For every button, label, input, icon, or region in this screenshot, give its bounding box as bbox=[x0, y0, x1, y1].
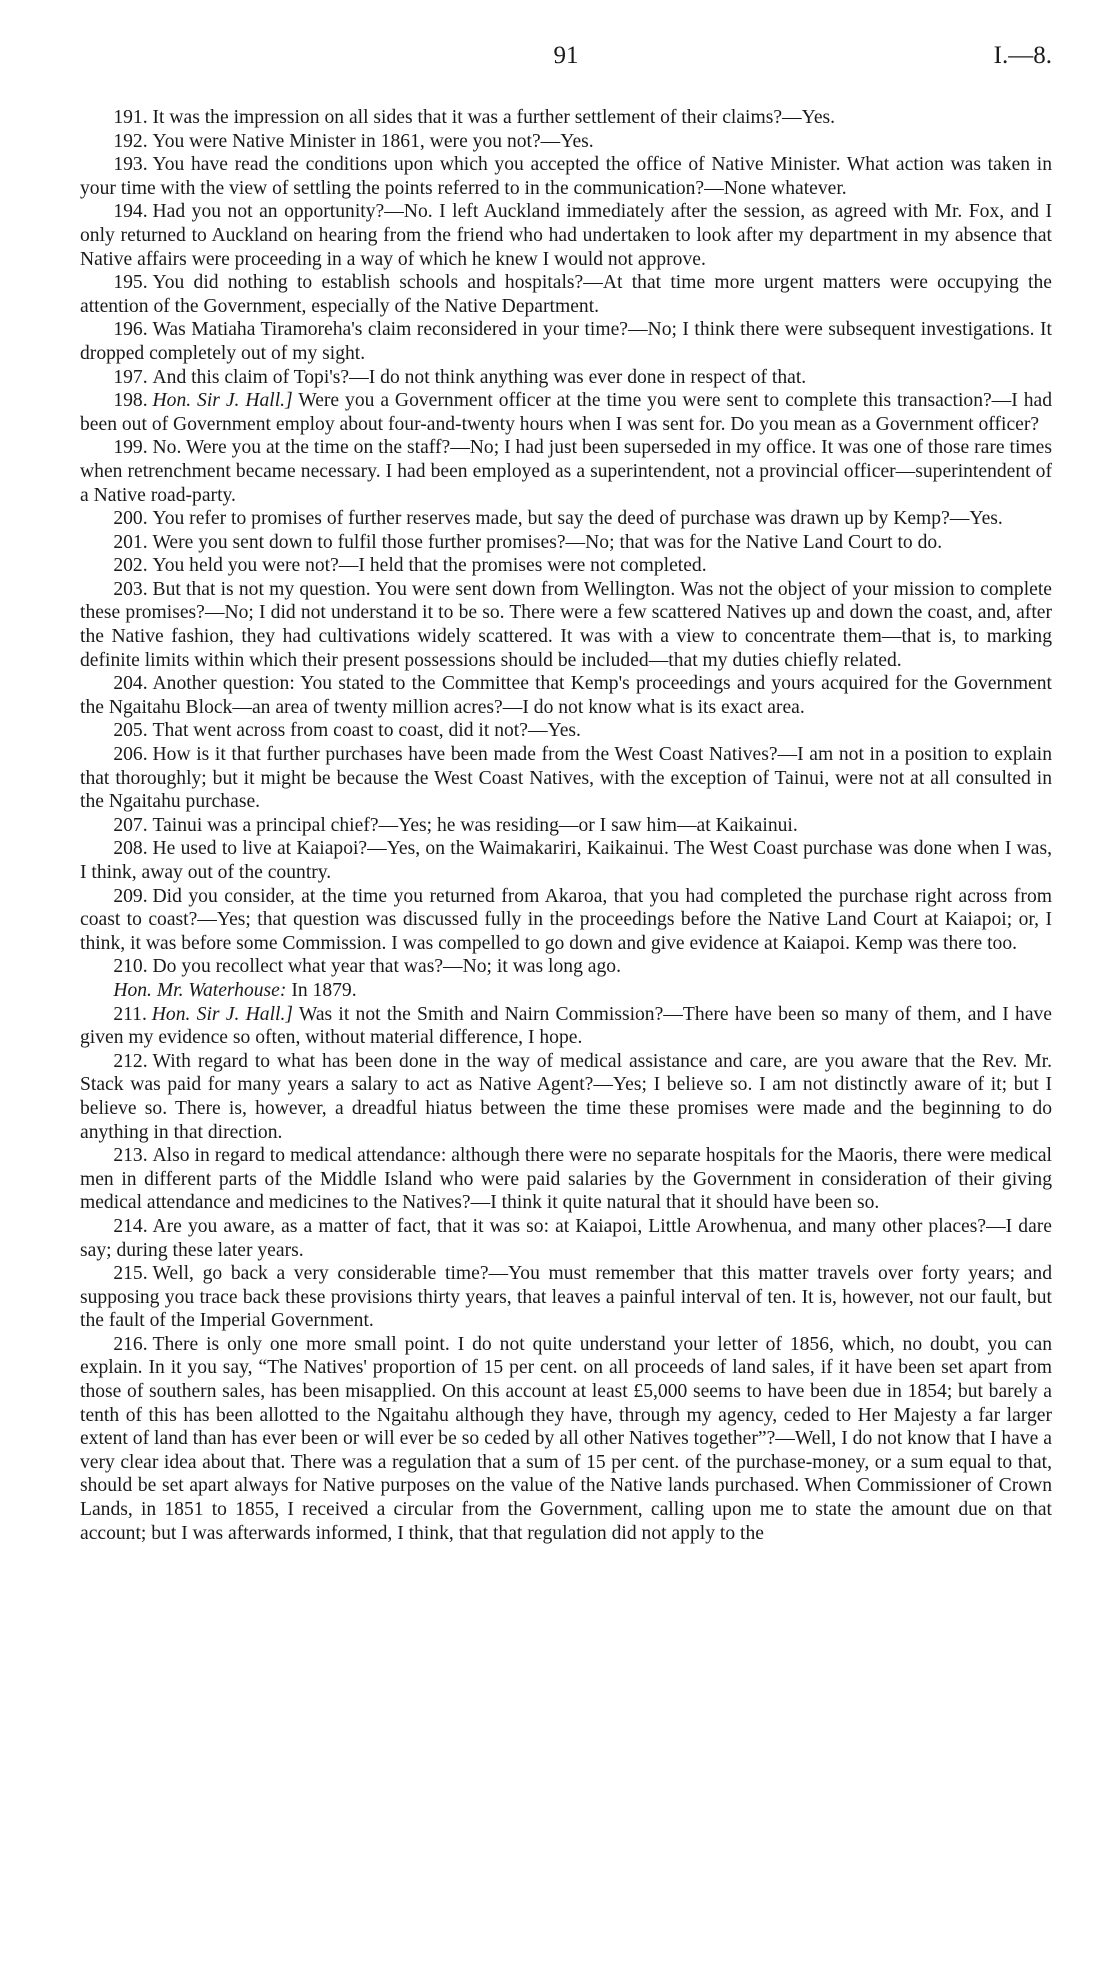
paragraph-text: Had you not an opportunity?—No. I left Auckland immediately after the session, as agreed with Mr. Fox, and I only returned to Auckland on hearing from the friend who had undertaken to look after my department in my absence that Native affairs were proceeding in a way of which he knew I would not approve. bbox=[80, 201, 1052, 270]
question-number: 213. bbox=[113, 1145, 148, 1167]
testimony-paragraph bbox=[80, 130, 1052, 154]
paragraph-text: With regard to what has been done in the way of medical assistance and care, are you aware that the Rev. Mr. Stack was paid for many years a salary to act as Native Agent?—Yes; I believe so. I am not distinctly aware of it; but I believe so. There is, however, a dreadful hiatus between the time these promises were made and the beginning to do anything in that direction. bbox=[80, 1050, 1052, 1143]
testimony-paragraph bbox=[80, 436, 1052, 507]
testimony-paragraph bbox=[80, 814, 1052, 838]
testimony-paragraph bbox=[80, 719, 1052, 743]
paragraph-text: Well, go back a very considerable time?—You must remember that this matter travels over forty years; and supposing you trace back these provisions thirty years, that leaves a painful interval of ten. It is, however, not our fault, but the fault of the Imperial Government. bbox=[80, 1263, 1052, 1332]
paragraph-text: There is only one more small point. I do not quite understand your letter of 1856, which, no doubt, you can explain. In it you say, “The Natives' proportion of 15 per cent. on all proceeds of land sales, if it have been set apart from those of southern sales, has been misapplied. On this account at least £5,000 seems to have been due in 1854; but barely a tenth of this has been allotted to the Ngaitahu although they have, through my agency, ceded to Her Majesty a far larger extent of land than has ever been or will ever be so ceded by all other Natives together”?—Well, I do not know that I have a very clear idea about that. There was a regulation that a sum of 15 per cent. of the purchase-money, or a sum equal to that, should be set apart always for Native purposes on the value of the Native lands purchased. When Commissioner of Crown Lands, in 1851 to 1855, I received a circular from the Government, calling upon me to state the amount due on that account; but I was afterwards informed, I think, that that regulation did not apply to the bbox=[80, 1333, 1052, 1544]
testimony-paragraph bbox=[80, 837, 1052, 884]
question-number: 210. bbox=[113, 956, 148, 978]
question-number: 205. bbox=[113, 720, 148, 742]
question-number: 212. bbox=[113, 1050, 148, 1072]
page-number: 91 bbox=[553, 42, 579, 69]
paragraph-text: Were you sent down to fulfil those further promises?—No; that was for the Native Land Court to do. bbox=[152, 531, 943, 553]
paragraph-text: Was Matiaha Tiramoreha's claim reconsidered in your time?—No; I think there were subsequent investigations. It dropped completely out of my sight. bbox=[80, 319, 1052, 364]
paragraph-text: Are you aware, as a matter of fact, that it was so: at Kaiapoi, Little Arowhenua, and many other places?—I dare say; during these later years. bbox=[80, 1215, 1052, 1261]
question-number: 197. bbox=[113, 366, 148, 388]
paragraph-text: That went across from coast to coast, did it not?—Yes. bbox=[152, 720, 581, 742]
paragraph-text: Do you recollect what year that was?—No; it was long ago. bbox=[152, 956, 621, 978]
paragraph-text: Was it not the Smith and Nairn Commission?—There have been so many of them, and I have given my evidence so often, without material difference, I hope. bbox=[80, 1003, 1053, 1049]
question-number: 204. bbox=[113, 673, 148, 695]
paragraph-text: Another question: You stated to the Committee that Kemp's proceedings and yours acquired for the Government the Ngaitahu Block—an area of twenty million acres?—I do not know what is its exact area. bbox=[80, 673, 1052, 718]
speaker-name: Hon. Sir J. Hall.] bbox=[152, 390, 293, 412]
paragraph-text: Tainui was a principal chief?—Yes; he was residing—or I saw him—at Kaikainui. bbox=[152, 814, 798, 836]
paragraph-text: But that is not my question. You were sent down from Wellington. Was not the object of your mission to complete these promises?—No; I did not understand it to be so. There were a few scattered Natives up and down the coast, and, after the Native fashion, they had cultivations widely scattered. It was with a view to concentrate them—that is, to marking definite limits within which their present possessions should be included—that my duties chiefly related. bbox=[80, 578, 1052, 671]
paragraph-text: How is it that further purchases have been made from the West Coast Natives?—I am not in a position to explain that thoroughly; but it might be because the West Coast Natives, with the exception of Tainui, were not at all consulted in the Ngaitahu purchase. bbox=[80, 744, 1052, 813]
testimony-paragraph bbox=[80, 1215, 1052, 1262]
testimony-paragraph bbox=[80, 955, 1052, 979]
testimony-paragraph bbox=[80, 366, 1052, 390]
question-number: 202. bbox=[113, 555, 148, 577]
question-number: 194. bbox=[113, 201, 148, 223]
question-number: 208. bbox=[113, 838, 148, 860]
testimony-paragraph bbox=[80, 885, 1052, 956]
paragraph-text: You refer to promises of further reserves made, but say the deed of purchase was drawn up by Kemp?—Yes. bbox=[152, 508, 1003, 530]
testimony-paragraph bbox=[80, 743, 1052, 814]
testimony-body bbox=[80, 106, 1052, 1545]
question-number: 200. bbox=[113, 508, 148, 530]
question-number: 215. bbox=[113, 1263, 148, 1285]
testimony-paragraph bbox=[80, 1262, 1052, 1333]
speaker-name: Hon. Sir J. Hall.] bbox=[151, 1003, 293, 1025]
speaker-name: Hon. Mr. Waterhouse: bbox=[113, 979, 287, 1001]
question-number: 203. bbox=[113, 578, 148, 600]
testimony-paragraph bbox=[80, 271, 1052, 318]
question-number: 195. bbox=[113, 272, 148, 294]
paragraph-text: Did you consider, at the time you returned from Akaroa, that you had completed the purchase right across from coast to coast?—Yes; that question was discussed fully in the proceedings before the Native Land Court at Kaiapoi; or, I think, it was before some Commission. I was compelled to go down and give evidence at Kaiapoi. Kemp was there too. bbox=[80, 885, 1052, 954]
question-number: 201. bbox=[113, 531, 148, 553]
testimony-paragraph bbox=[80, 106, 1052, 130]
paragraph-text: Were you a Government officer at the time you were sent to complete this transaction?—I had been out of Government employ about four-and-twenty hours when I was sent for. Do you mean as a Government officer? bbox=[80, 390, 1053, 435]
page-header bbox=[80, 42, 1052, 76]
testimony-paragraph bbox=[80, 1003, 1052, 1050]
paragraph-text: No. Were you at the time on the staff?—No; I had just been superseded in my office. It was one of those rare times when retrenchment became necessary. I had been employed as a superintendent, not a provincial officer—superintendent of a Native road-party. bbox=[80, 437, 1052, 506]
testimony-paragraph bbox=[80, 1144, 1052, 1215]
question-number: 192. bbox=[113, 130, 148, 152]
paragraph-text: You held you were not?—I held that the promises were not completed. bbox=[152, 555, 707, 577]
document-reference: I.—8. bbox=[993, 42, 1052, 69]
question-number: 211. bbox=[113, 1003, 147, 1025]
testimony-paragraph bbox=[80, 507, 1052, 531]
question-number: 207. bbox=[113, 814, 148, 836]
testimony-paragraph bbox=[80, 1333, 1052, 1545]
paragraph-text: He used to live at Kaiapoi?—Yes, on the Waimakariri, Kaikainui. The West Coast purchase was done when I was, I think, away out of the country. bbox=[80, 838, 1052, 883]
question-number: 199. bbox=[113, 437, 148, 459]
question-number: 193. bbox=[113, 154, 148, 176]
question-number: 196. bbox=[113, 319, 148, 341]
question-number: 216. bbox=[113, 1333, 148, 1355]
testimony-paragraph bbox=[80, 153, 1052, 200]
question-number: 206. bbox=[113, 744, 148, 766]
paragraph-text: You did nothing to establish schools and hospitals?—At that time more urgent matters were occupying the attention of the Government, especially of the Native Department. bbox=[80, 272, 1052, 317]
question-number: 214. bbox=[113, 1215, 148, 1237]
testimony-paragraph bbox=[80, 979, 1052, 1003]
paragraph-text: Also in regard to medical attendance: although there were no separate hospitals for the Maoris, there were medical men in different parts of the Middle Island who were paid salaries by the Government in consideration of their giving medical attendance and medicines to the Natives?—I think it quite natural that it should have been so. bbox=[80, 1145, 1052, 1214]
testimony-paragraph bbox=[80, 200, 1052, 271]
paragraph-text: It was the impression on all sides that it was a further settlement of their claims?—Yes. bbox=[152, 107, 836, 128]
question-number: 209. bbox=[113, 885, 148, 907]
paragraph-text: And this claim of Topi's?—I do not think anything was ever done in respect of that. bbox=[152, 366, 807, 388]
testimony-paragraph bbox=[80, 1050, 1052, 1144]
paragraph-text: You have read the conditions upon which you accepted the office of Native Minister. What action was taken in your time with the view of settling the points referred to in the communication?—None whatever. bbox=[80, 154, 1052, 199]
testimony-paragraph bbox=[80, 318, 1052, 365]
question-number: 191. bbox=[113, 107, 148, 128]
paragraph-text: In 1879. bbox=[291, 979, 357, 1001]
testimony-paragraph bbox=[80, 578, 1052, 672]
testimony-paragraph bbox=[80, 554, 1052, 578]
testimony-paragraph bbox=[80, 672, 1052, 719]
testimony-paragraph bbox=[80, 531, 1052, 555]
paragraph-text: You were Native Minister in 1861, were you not?—Yes. bbox=[152, 130, 594, 152]
question-number: 198. bbox=[113, 390, 148, 412]
testimony-paragraph bbox=[80, 389, 1052, 436]
